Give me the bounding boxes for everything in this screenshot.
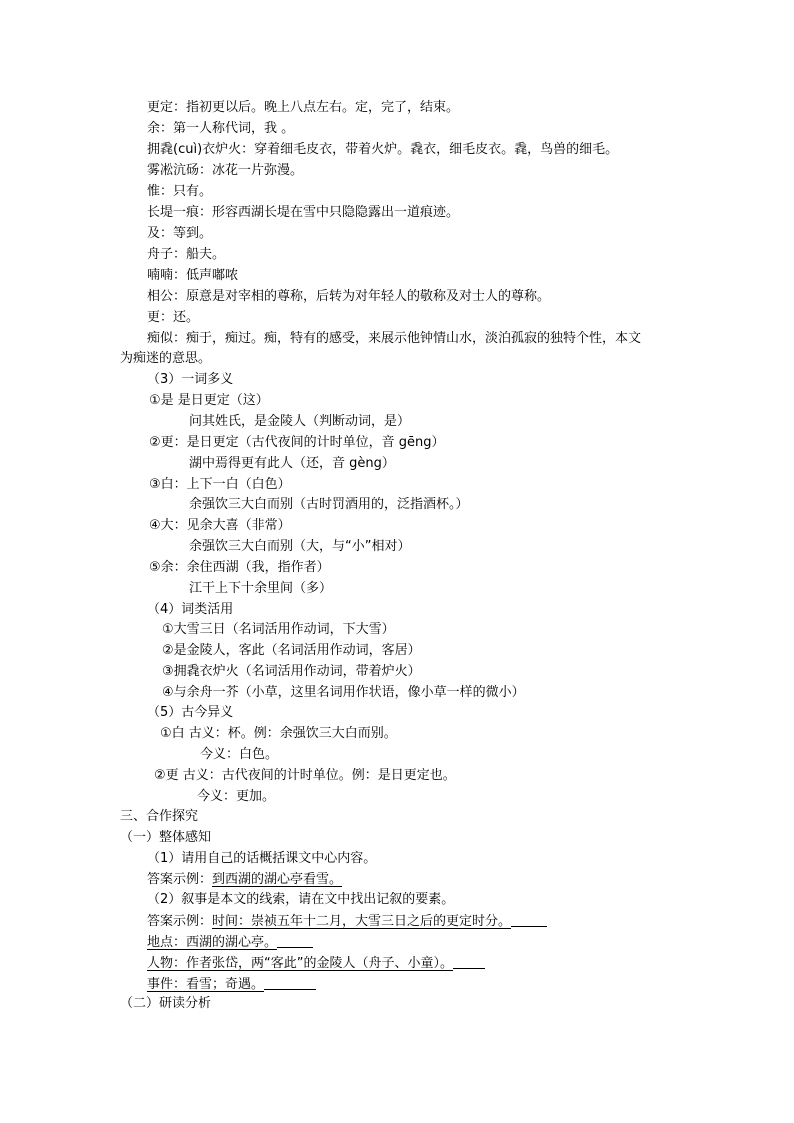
- conversion-line: ②是金陵人，客此（名词活用作动词，客居）: [162, 643, 421, 658]
- gloss-line: 雾凇沆砀：冰花一片弥漫。: [147, 163, 304, 178]
- polysemy-line: ⑤余：余住西湖（我，指作者）: [149, 560, 330, 575]
- gloss-line: 更定：指初更以后。晚上八点左右。定，完了，结束。: [147, 100, 460, 115]
- gloss-line: 惟：只有。: [147, 184, 213, 199]
- polysemy-line: ③白：上下一白（白色）: [149, 477, 291, 492]
- polysemy-line: ①是 是日更定（这）: [149, 393, 269, 408]
- ancient-modern-line: 今义：白色。: [200, 747, 279, 762]
- question-2: （2）叙事是本文的线索，请在文中找出记叙的要素。: [147, 892, 455, 907]
- answer-1: [147, 871, 342, 888]
- ancient-modern-line: ①白 古义：杯。例：余强饮三大白而别。: [160, 726, 397, 741]
- polysemy-line: 余强饮三大白而别（古时罚酒用的，泛指酒杯。）: [189, 497, 469, 512]
- gloss-line: 舟子：船夫。: [147, 247, 226, 262]
- answer-place: 地点：西湖的湖心亭。: [147, 935, 278, 950]
- section-heading-polysemy: （3）一词多义: [147, 372, 234, 387]
- gloss-line: 更：还。: [147, 310, 200, 325]
- subheading-overall-perception: （一）整体感知: [120, 830, 212, 845]
- gloss-line: 为痴迷的意思。: [120, 351, 212, 366]
- answer-text: 到西湖的湖心亭看雪。: [212, 872, 343, 887]
- answer-label: 答案示例：: [147, 914, 213, 929]
- question-1: （1）请用自己的话概括课文中心内容。: [147, 851, 377, 866]
- answer-event: 事件：看雪；奇遇。: [147, 977, 265, 992]
- answer-time: 时间：崇祯五年十二月，大雪三日之后的更定时分。: [212, 914, 512, 929]
- polysemy-line: 湖中焉得更有此人（还，音 gèng）: [189, 456, 395, 471]
- answer-label: 答案示例：: [147, 872, 213, 887]
- ancient-modern-line: 今义：更加。: [197, 789, 276, 804]
- answer-2-place: [147, 933, 313, 951]
- subheading-study-analysis: （二）研读分析: [120, 996, 212, 1011]
- conversion-line: ③拥毳衣炉火（名词活用作动词，带着炉火）: [162, 664, 421, 679]
- gloss-line: 及：等到。: [147, 226, 213, 241]
- answer-2-people: [147, 954, 485, 972]
- section-heading-ancient-modern: （5）古今异义: [147, 705, 234, 720]
- section-heading-cooperative-inquiry: 三、合作探究: [120, 809, 199, 824]
- gloss-line: 痴似：痴于，痴过。痴，特有的感受，来展示他钟情山水，淡泊孤寂的独特个性，本文: [147, 331, 642, 346]
- polysemy-line: 问其姓氏，是金陵人（判断动词，是）: [189, 414, 411, 429]
- polysemy-line: 余强饮三大白而别（大，与“小”相对）: [189, 539, 411, 554]
- conversion-line: ①大雪三日（名词活用作动词，下大雪）: [162, 622, 395, 637]
- polysemy-line: ④大：见余大喜（非常）: [149, 518, 291, 533]
- gloss-line: 余：第一人称代词，我 。: [147, 121, 295, 136]
- gloss-line: 相公：原意是对宰相的尊称，后转为对年轻人的敬称及对士人的尊称。: [147, 289, 551, 304]
- gloss-line: 拥毳(cuì)衣炉火：穿着细毛皮衣，带着火炉。毳衣，细毛皮衣。毳，鸟兽的细毛。: [147, 142, 619, 157]
- gloss-line: 长堤一痕：形容西湖长堤在雪中只隐隐露出一道痕迹。: [147, 205, 460, 220]
- polysemy-line: 江干上下十余里间（多）: [189, 581, 333, 596]
- answer-people: 人物：作者张岱，两“客此”的金陵人（舟子、小童）。: [147, 956, 453, 971]
- polysemy-line: ②更：是日更定（古代夜间的计时单位，音 gēng）: [149, 435, 445, 450]
- section-heading-conversion: （4）词类活用: [147, 602, 234, 617]
- ancient-modern-line: ②更 古义：古代夜间的计时单位。例：是日更定也。: [154, 768, 456, 783]
- answer-2-time: [147, 912, 547, 930]
- gloss-line: 喃喃：低声嘟哝: [147, 268, 239, 283]
- conversion-line: ④与余舟一芥（小草，这里名词用作状语，像小草一样的微小）: [162, 685, 525, 700]
- answer-2-event: [147, 975, 316, 993]
